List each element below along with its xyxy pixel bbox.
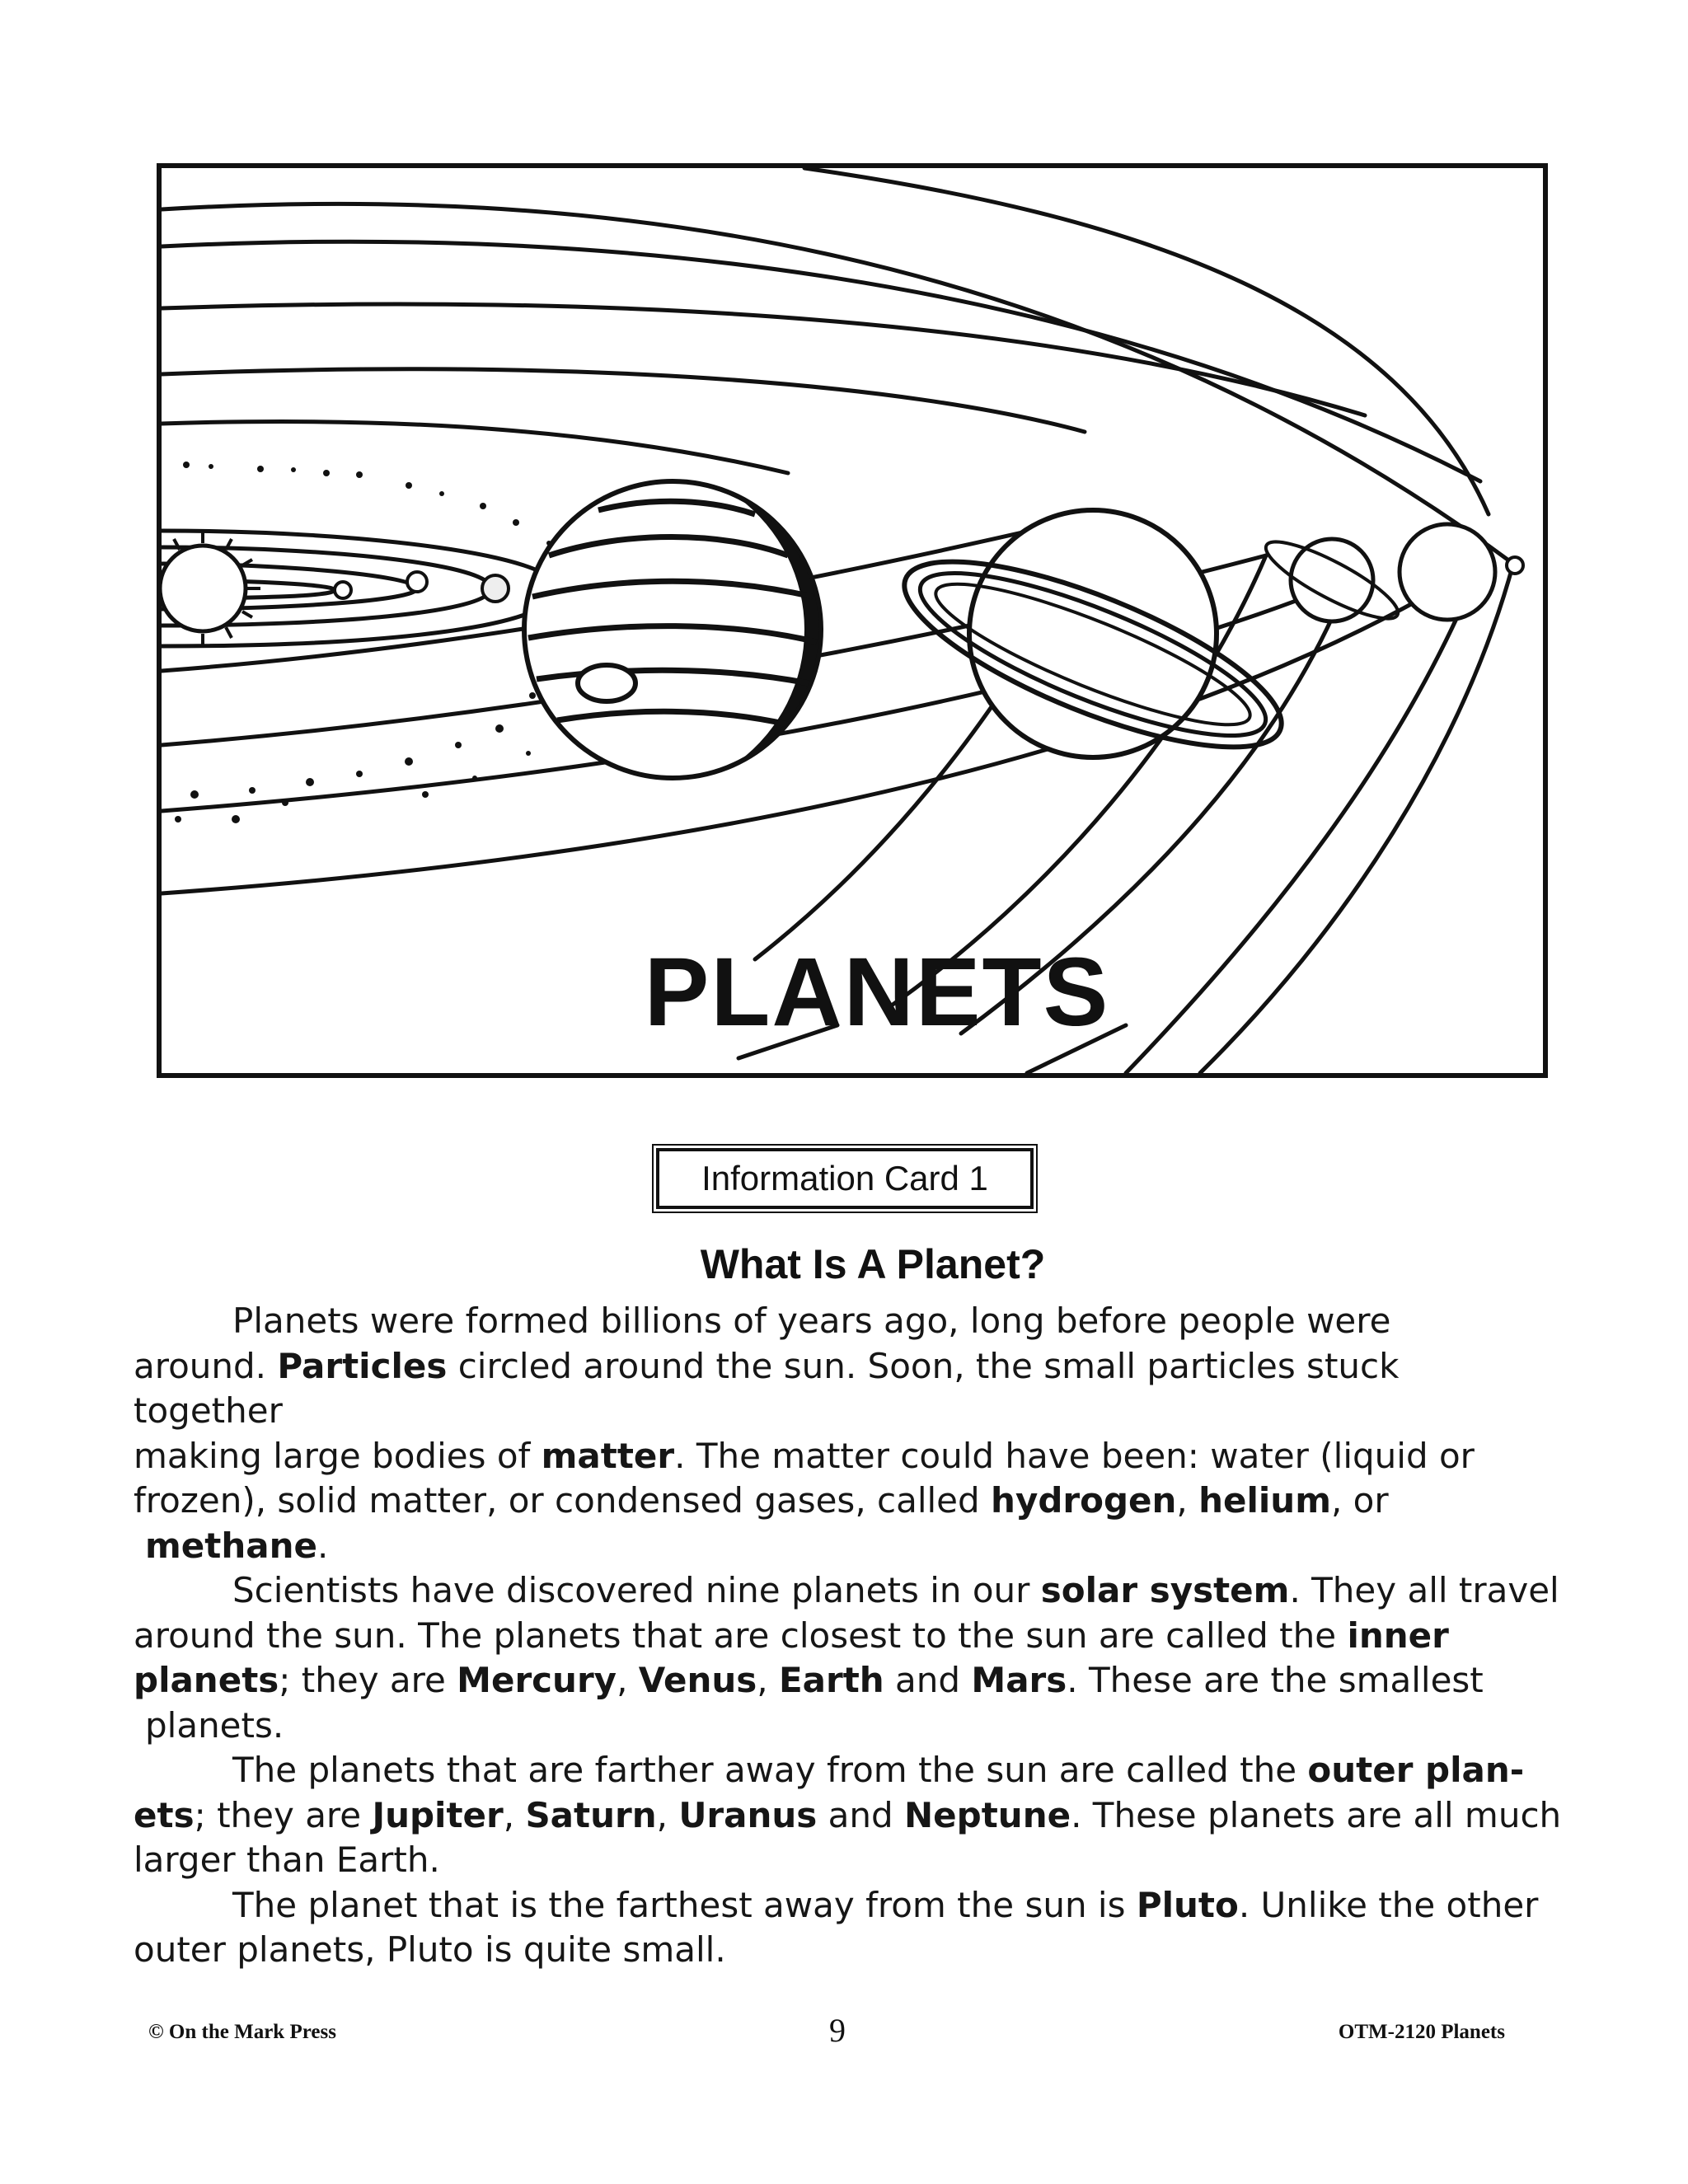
text-line: around. Particles circled around the sun. Soon, the small particles stuck [134,1345,1400,1386]
orbit-line [162,422,788,474]
text-line: Planets were formed billions of years ago, long before people were [232,1301,1391,1341]
text-line: Scientists have discovered nine planets in our solar system. They all travel [232,1570,1559,1610]
text-line: methane. [145,1525,329,1566]
earth-icon [482,575,509,602]
page-heading: What Is A Planet? [700,1241,1046,1287]
pluto-icon [1507,557,1523,574]
footer-catalog-number: OTM-2120 Planets [1338,2021,1505,2043]
uranus-icon [1258,529,1406,630]
orbit-line [162,241,1480,481]
text-line: planets; they are Mercury, Venus, Earth and Mars. These are the smallest [134,1660,1484,1700]
orbit-line [804,168,1489,514]
text-line: frozen), solid matter, or condensed gases, called hydrogen, helium, or [134,1480,1389,1521]
text-line: The planet that is the farthest away from the sun is Pluto. Unlike the other [232,1884,1539,1925]
text-line: around the sun. The planets that are closest to the sun are called the inner [134,1615,1449,1656]
venus-icon [407,572,427,592]
jupiter-icon [524,481,821,778]
text-line: together [134,1390,283,1431]
orbit-line [162,204,1513,564]
body-text [134,1299,1562,1973]
text-line: The planets that are farther away from the sun are called the outer plan- [232,1750,1525,1790]
information-card-label: Information Card 1 [656,1148,1034,1209]
footer-copyright: © On the Mark Press [148,2021,336,2043]
page-number: 9 [829,2012,846,2049]
mercury-icon [335,582,351,598]
text-line: planets. [145,1704,284,1746]
text-line: larger than Earth. [134,1840,440,1880]
text-line: making large bodies of matter. The matter could have been: water (liquid or [134,1435,1475,1476]
poster-title: PLANETS [644,938,1110,1047]
text-line: outer planets, Pluto is quite small. [134,1929,726,1970]
neptune-icon [1400,524,1495,620]
text-line: ets; they are Jupiter, Saturn, Uranus and Neptune. These planets are all much [134,1794,1562,1835]
